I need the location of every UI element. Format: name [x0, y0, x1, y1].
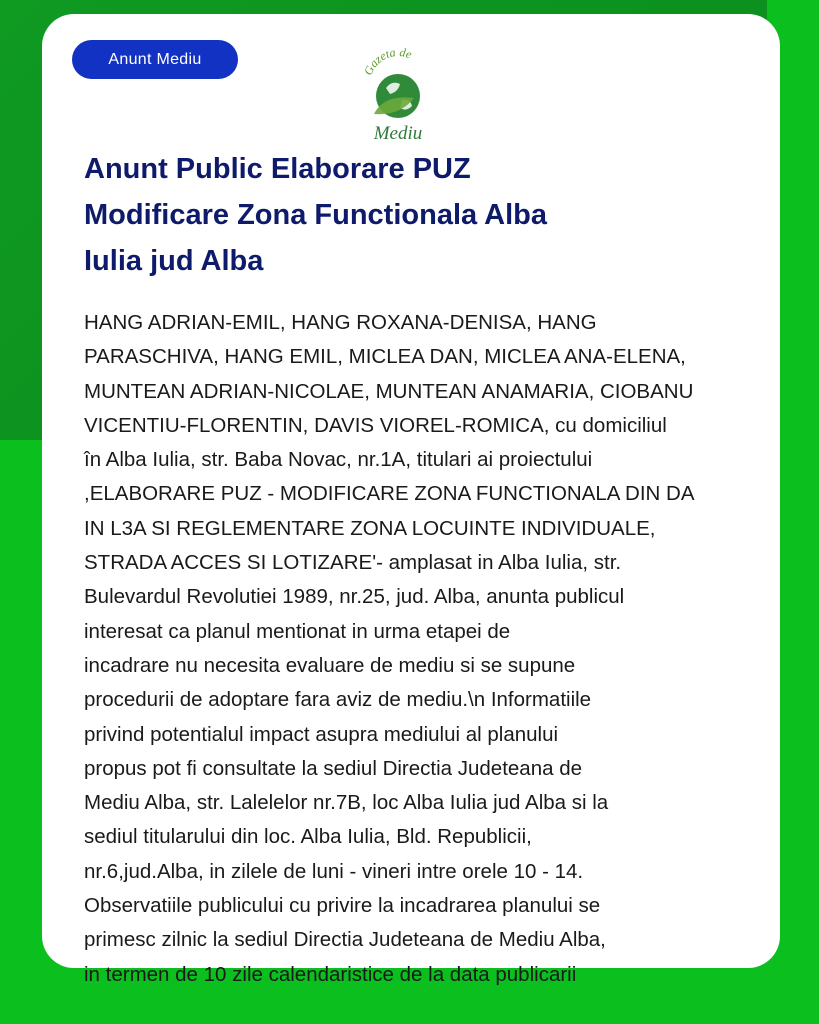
svg-text:Mediu: Mediu	[373, 123, 423, 144]
page-title	[84, 146, 724, 284]
title-line: Anunt Public Elaborare PUZ	[84, 153, 471, 185]
body-line: STRADA ACCES SI LOTIZARE'- amplasat in Alba Iulia, str.	[84, 551, 622, 575]
announcement-card	[42, 14, 780, 986]
body-line: propus pot fi consultate la sediul Directia Judeteana de	[84, 756, 583, 780]
body-line: procedurii de adoptare fara aviz de mediu.\n Informatiile	[84, 688, 592, 712]
body-line: nr.6,jud.Alba, in zilele de luni - vineri intre orele 10 - 14.	[84, 859, 584, 883]
body-line: PARASCHIVA, HANG EMIL, MICLEA DAN, MICLEA ANA-ELENA,	[84, 345, 686, 369]
body-line: HANG ADRIAN-EMIL, HANG ROXANA-DENISA, HANG	[84, 311, 597, 334]
body-line: privind potentialul impact asupra mediului al planului	[84, 722, 559, 746]
body-line: Bulevardul Revolutiei 1989, nr.25, jud. Alba, anunta publicul	[84, 585, 625, 609]
gazeta-de-mediu-logo	[356, 44, 440, 144]
body-line: în Alba Iulia, str. Baba Novac, nr.1A, titulari ai proiectului	[84, 448, 593, 472]
body-line: primesc zilnic la sediul Directia Judeteana de Mediu Alba,	[84, 928, 606, 952]
body-line: Mediu Alba, str. Lalelelor nr.7B, loc Alba Iulia jud Alba si la	[84, 791, 609, 815]
body-line: MUNTEAN ADRIAN-NICOLAE, MUNTEAN ANAMARIA, CIOBANU	[84, 379, 694, 403]
body-line: sediul titularului din loc. Alba Iulia, Bld. Republicii,	[84, 825, 532, 849]
title-line: Modificare Zona Functionala Alba	[84, 199, 547, 231]
body-line: interesat ca planul mentionat in urma etapei de	[84, 619, 511, 643]
body-line: in termen de 10 zile calendaristice de la data publicarii	[84, 962, 577, 986]
svg-text:Gazeta de: Gazeta de	[360, 44, 414, 78]
category-badge[interactable]: Anunt Mediu	[72, 40, 238, 79]
body-line: ,ELABORARE PUZ - MODIFICARE ZONA FUNCTIONALA DIN DA	[84, 482, 695, 506]
announcement-body	[84, 306, 774, 992]
body-line: VICENTIU-FLORENTIN, DAVIS VIOREL-ROMICA, cu domiciliul	[84, 413, 667, 437]
body-line: IN L3A SI REGLEMENTARE ZONA LOCUINTE INDIVIDUALE,	[84, 516, 656, 540]
body-line: Observatiile publicului cu privire la incadrarea planului se	[84, 894, 601, 918]
title-line: Iulia jud Alba	[84, 245, 264, 277]
body-line: incadrare nu necesita evaluare de mediu si se supune	[84, 653, 576, 677]
